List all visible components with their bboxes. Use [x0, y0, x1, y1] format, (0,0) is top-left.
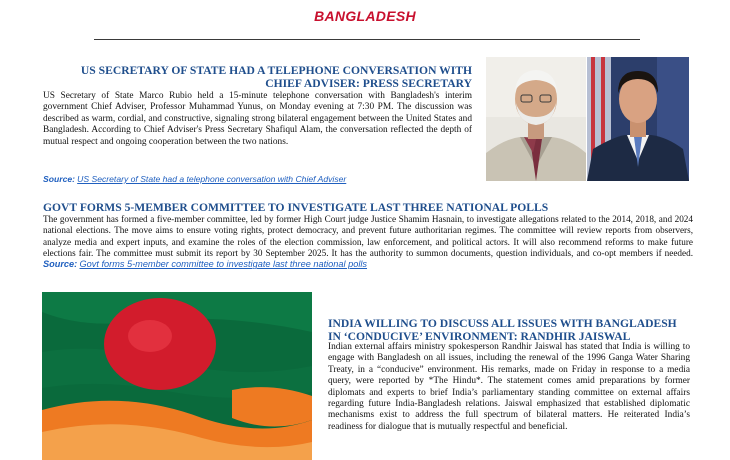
article1-source-label: Source:: [43, 174, 75, 184]
photo-yunus: [486, 57, 586, 181]
article3-body: Indian external affairs ministry spokesperson Randhir Jaiswal has stated that India is willing to engage with Bangladesh on all issues, including the renewal of the 1996 Ganga Water Sharing Treaty, in a “conducive” environment. His remarks, made on Friday in response to a media query, were reported by *The Hindu*. The statement comes amid preparations by former diplomats and experts to brief India’s parliamentary standing committee on external affairs regarding future India-Bangladesh relations. Jaiswal emphasized that established diplomatic mechanisms exist to address the full spectrum of bilateral matters. He reiterated India’s readiness for dialogue that is mutually respectful and beneficial.: [328, 342, 690, 432]
section-divider: [94, 39, 640, 40]
article1-body: US Secretary of State Marco Rubio held a 15-minute telephone conversation with Bangladesh's interim government Chief Adviser, Professor Muhammad Yunus, on Monday evening at 7:30 PM. The discussion was described as warm, cordial, and constructive, signaling strong bilateral engagement between the United States and Bangladesh. According to Chief Adviser's Press Secretary Shafiqul Alam, the conversation reflected the depth of mutual respect and ongoing cooperation between the two nations.: [43, 91, 472, 147]
article2-source-label: Source:: [43, 259, 78, 270]
article2-source-link[interactable]: Govt forms 5-member committee to investigate last three national polls: [79, 259, 368, 270]
article1-source-link[interactable]: US Secretary of State had a telephone conversation with Chief Adviser: [77, 174, 347, 184]
article2-body-text: The government has formed a five-member committee, led by former High Court judge Justice Shamim Hasnain, to investigate allegations related to the 2014, 2018, and 2024 national elections. The move aims to ensure voting rights, protect democracy, and prevent future authoritarian regimes. The committee will review reports from observers, analyze media and expert inputs, and examine the roles of the election commission, law enforcement, and political actors. It will also recommend reforms to make future elections fair. The committee must submit its report by 30 September 2025. It has the authority to summon documents, question individuals, and co-opt members if needed.: [43, 214, 693, 258]
article1-headline: US SECRETARY OF STATE HAD A TELEPHONE CONVERSATION WITH CHIEF ADVISER: PRESS SECRETARY: [80, 64, 472, 90]
flags-image: [42, 292, 312, 460]
article2-body: [43, 214, 693, 270]
article3-headline: INDIA WILLING TO DISCUSS ALL ISSUES WITH BANGLADESH IN ‘CONDUCIVE’ ENVIRONMENT: RANDHIR JAISWAL: [328, 317, 677, 343]
article1-source: [43, 174, 472, 185]
section-title: BANGLADESH: [314, 8, 416, 24]
article2-headline: GOVT FORMS 5-MEMBER COMMITTEE TO INVESTIGATE LAST THREE NATIONAL POLLS: [43, 201, 549, 214]
photo-rubio: [587, 57, 689, 181]
